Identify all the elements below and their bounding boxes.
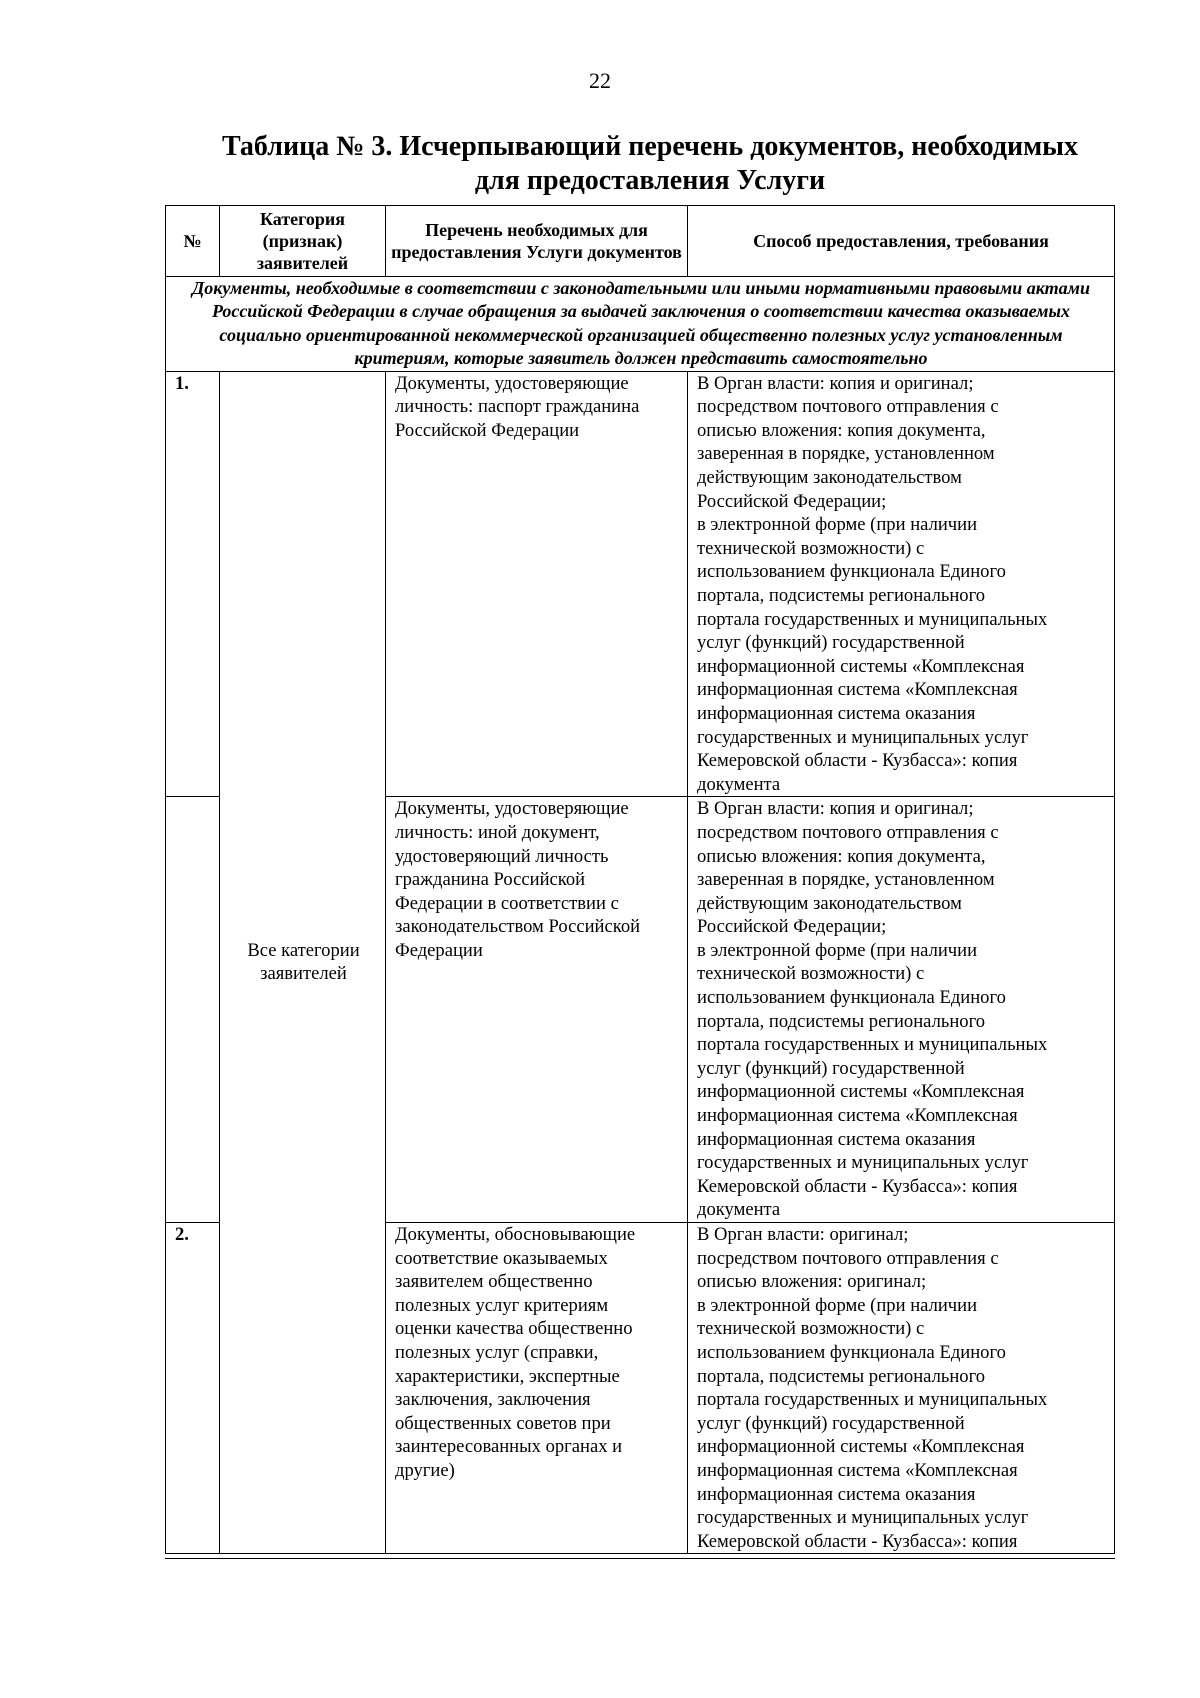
document-text: Документы, удостоверяющие личность: паспорт гражданина Российской Федерации bbox=[395, 372, 640, 441]
table-row bbox=[166, 371, 1115, 797]
method-cell bbox=[688, 1223, 1115, 1554]
section-heading: Документы, необходимые в соответствии с законодательными или иными нормативными правовыми актами Российской Федерации в случае обращения за выдачей заключения о соответствии качества оказываемых социально ориентированной некоммерческой организацией общественно полезных услуг установленным критериям, которые заявитель должен представить самостоятельно bbox=[166, 277, 1115, 372]
header-num: № bbox=[166, 206, 220, 277]
category-label: Все категории заявителей bbox=[247, 939, 360, 985]
table-header-row bbox=[166, 206, 1115, 277]
method-text: В Орган власти: оригинал; посредством почтового отправления с описью вложения: оригинал; в электронной форме (при наличии технической возможности) с использованием функционала Единого портала, подсистемы регионального портала государственных и муниципальных услуг (функций) государственной информационной системы «Комплексная информационная система «Комплексная информационная система оказания государственных и муниципальных услуг Кемеровской области - Кузбасса»: копия bbox=[697, 1224, 1048, 1552]
page-title bbox=[190, 130, 1110, 198]
page-bottom-margin bbox=[0, 1560, 1200, 1698]
page-title-line-2: для предоставления Услуги bbox=[474, 165, 826, 196]
row-number: 1. bbox=[166, 371, 220, 797]
row-number: 2. bbox=[166, 1223, 220, 1554]
category-cell bbox=[220, 371, 386, 1554]
header-method: Способ предоставления, требования bbox=[688, 206, 1115, 277]
row-number bbox=[166, 797, 220, 1223]
table-bottom-border bbox=[165, 1558, 1115, 1559]
method-text: В Орган власти: копия и оригинал; посредством почтового отправления с описью вложения: копия документа, заверенная в порядке, установленном действующим законодательством Российской Федерации; в электронной форме (при наличии технической возможности) с использованием функционала Единого портала, подсистемы регионального портала государственных и муниципальных услуг (функций) государственной информационной системы «Комплексная информационная система «Комплексная информационная система оказания государственных и муниципальных услуг Кемеровской области - Кузбасса»: копия документа bbox=[697, 372, 1048, 795]
document-cell bbox=[386, 371, 688, 797]
header-documents: Перечень необходимых для предоставления Услуги документов bbox=[386, 206, 688, 277]
documents-table bbox=[165, 205, 1115, 1554]
method-cell bbox=[688, 371, 1115, 797]
document-text: Документы, обосновывающие соответствие оказываемых заявителем общественно полезных услуг критериям оценки качества общественно полезных услуг (справки, характеристики, экспертные заключения, заключения общественных советов при заинтересованных органах и другие) bbox=[395, 1224, 636, 1481]
document-text: Документы, удостоверяющие личность: иной документ, удостоверяющий личность гражданина Российской Федерации в соответствии с законодательством Российской Федерации bbox=[395, 798, 641, 961]
page-number: 22 bbox=[589, 68, 611, 93]
header-category: Категория (признак) заявителей bbox=[220, 206, 386, 277]
page-title-line-1: Таблица № 3. Исчерпывающий перечень документов, необходимых bbox=[221, 131, 1079, 162]
section-heading-row bbox=[166, 277, 1115, 372]
method-text: В Орган власти: копия и оригинал; посредством почтового отправления с описью вложения: копия документа, заверенная в порядке, установленном действующим законодательством Российской Федерации; в электронной форме (при наличии технической возможности) с использованием функционала Единого портала, подсистемы регионального портала государственных и муниципальных услуг (функций) государственной информационной системы «Комплексная информационная система «Комплексная информационная система оказания государственных и муниципальных услуг Кемеровской области - Кузбасса»: копия документа bbox=[697, 798, 1048, 1221]
document-cell bbox=[386, 1223, 688, 1554]
document-cell bbox=[386, 797, 688, 1223]
method-cell bbox=[688, 797, 1115, 1223]
